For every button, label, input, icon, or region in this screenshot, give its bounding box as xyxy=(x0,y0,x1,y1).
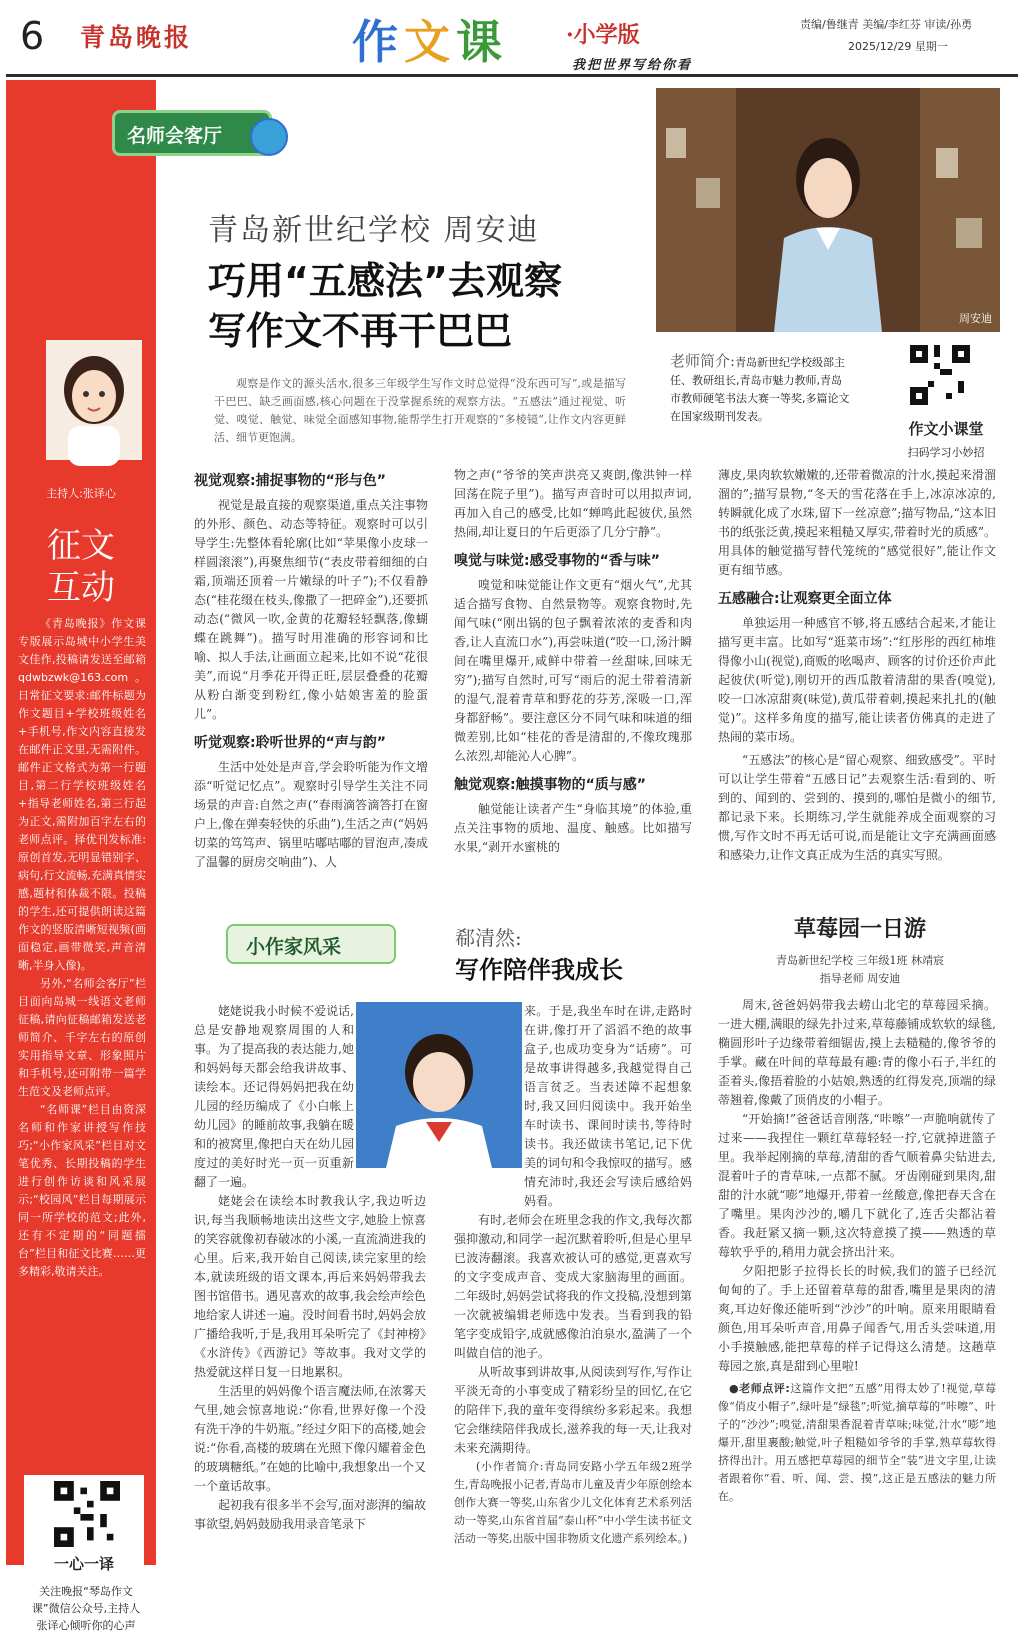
paper-name: 青岛晚报 xyxy=(80,23,193,52)
article1-heading: 视觉观察:捕捉事物的“形与色” xyxy=(194,473,387,489)
article1-paragraph: 触觉能让读者产生“身临其境”的体验,重点关注事物的质地、温度、触感。比如描写水果,“剥开水蜜桃的 xyxy=(454,802,692,854)
article2-author-bio: (小作者简介:青岛同安路小学五年级2班学生,青岛晚报小记者,青岛市儿童及青少年原创绘本创作大赛一等奖,山东省少儿文化体育艺术系列活动一等奖,山东省首届“泰山杯”中小学生读书征文活动一等奖,出版中国非物质文化遗产系列绘本。) xyxy=(454,1460,692,1545)
article1-paragraph: 薄皮,果肉软软嫩嫩的,还带着微凉的汁水,摸起来滑溜溜的”;描写景物,“冬天的雪花落在手上,冰凉冰凉的,转瞬就化成了水珠,留下一丝凉意”;描写物品,“这本旧书的纸张泛黄,摸起来粗糙又厚实,带着时光的质感”。用具体的触觉描写替代笼统的“感觉很好”,能让作文更有细节感。 xyxy=(718,468,996,577)
sidebar-qr-box xyxy=(24,1475,144,1645)
article2-paragraph: 起初我有很多半不会写,面对澎湃的编故事欲望,妈妈鼓励我用录音笔录下 xyxy=(194,1498,426,1531)
header-rule xyxy=(6,74,1018,77)
article3-title: 草莓园一日游 xyxy=(793,917,926,942)
issue-date: 2025/12/29 星期一 xyxy=(848,40,948,53)
qr-note: 扫码学习小妙招 xyxy=(907,446,985,459)
article1-paragraph: 单独运用一种感官不够,将五感结合起来,才能让描写更丰富。比如写“逛菜市场”:“红彤彤的西红柿堆得像小山(视觉),商贩的吆喝声、顾客的讨价还价声此起彼伏(听觉),刚切开的西瓜散着清甜的果香(嗅觉),咬一口冰凉甜爽(味觉),黄瓜带着刺,摸起来扎扎的(触觉)”。这样多角度的描写,能让读者仿佛真的走进了热闹的菜市场。 xyxy=(718,616,996,744)
sidebar-paragraph: 另外,“名师会客厅”栏目面向岛城一线语文老师征稿,请向征稿邮箱发送老师简介、千字左右的原创实用指导文章、形象照片和手机号,还可附带一篇学生范文及老师点评。 xyxy=(18,977,146,1098)
sidebar-paragraph: 《青岛晚报》作文课专版展示岛城中小学生美文佳作,投稿请发送至邮箱qdwbzwk@163.com。日常征文要求:邮件标题为作文题目+学校班级姓名+手机号,作文内容直接发在邮件正文里,无需附件。邮件正文格式为第一行题目,第二行学校班级姓名+指导老师姓名,第三行起为正文,需附加百字左右的老师点评。择优刊发标准:原创首发,无明显错别字、病句,行文流畅,充满真情实感,题材和体裁不限。投稿的学生,还可提供朗读这篇作文的竖版清晰短视频(画面稳定,画带微笑,声音清晰,半身入像)。 xyxy=(18,617,146,972)
teacher-comment-text: 这篇作文把“五感”用得太妙了!视觉,草莓像“俏皮小帽子”,绿叶是“绿毯”;听觉,摘草莓的“咔嚓”、叶子的“沙沙”;嗅觉,清甜果香混着青草味;味觉,汁水“嘭”地爆开,甜里裹酸;触觉,叶子粗糙如爷爷的手掌,熟草莓软得挤得出汁。用五感把草莓园的细节全“装”进文字里,让读者跟着你“看、听、闻、尝、摸”,这正是五感法的魅力所在。 xyxy=(718,1382,996,1503)
globe-icon xyxy=(250,118,288,156)
article1-school: 青岛新世纪学校 周安迪 xyxy=(208,213,540,248)
host-portrait xyxy=(46,340,142,460)
article1-heading: 嗅觉与味觉:感受事物的“香与味” xyxy=(454,553,661,569)
teacher-comment xyxy=(718,1380,996,1506)
sidebar-paragraph: “名师课”栏目由资深名师和作家讲授写作技巧;“小作家风采”栏目对文笔优秀、长期投稿的学生进行创作访谈和风采展示;“校园风”栏目每期展示同一所学校的范文;此外,还有不定期的“同题擂台”栏目和征文比赛……更多精彩,敬请关注。 xyxy=(18,1103,146,1278)
article1-paragraph: 视觉是最直接的观察渠道,重点关注事物的外形、颜色、动态等特征。观察时可以引导学生:先整体看轮廓(比如“苹果像小皮球一样圆滚滚”),再聚焦细节(“表皮带着细细的白霜,顶端还顶着一片嫩绿的叶子”);不仅看静态(“桂花缀在枝头,像撒了一把碎金”),还要抓动态(“微风一吹,金黄的花瓣轻轻飘落,像蝴蝶在跳舞”)。描写时用准确的形容词和比喻、拟人手法,让画面立起来,比如不说“花很美”,而说“月季花开得正旺,层层叠叠的花瓣从粉白渐变到粉红,像小姑娘害羞的脸蛋儿”。 xyxy=(194,498,428,721)
article2-paragraph: 姥姥说我小时候不爱说话,总是安静地观察周围的人和事。为了提高我的表达能力,她和妈妈每天都会给我讲故事、读绘本。还记得妈妈把我在幼儿园的经历编成了《小白帐上幼儿园》的睡前故事,我躺在暖和的被窝里,像把白天在幼儿园度过的美好时光一页一页重新翻了一遍。 xyxy=(194,1004,354,1189)
article1-title: 巧用“五感法”去观察 xyxy=(208,259,562,303)
article1-paragraph: 生活中处处是声音,学会聆听能为作文增添“听觉记忆点”。观察时引导学生关注不同场景的声音:自然之声(“春雨滴答滴答打在窗户上,像在弹奏轻快的乐曲”),生活之声(“妈妈切菜的笃笃声、锅里咕嘟咕嘟的冒泡声,凑成了温馨的厨房交响曲”)、人 xyxy=(194,760,428,869)
article3-teacher: 指导老师 周安迪 xyxy=(819,972,901,985)
page-number: 6 xyxy=(20,14,45,58)
section-banner-label: 名师会客厅 xyxy=(127,125,223,147)
sidebar-title-line1: 征文 xyxy=(47,526,115,566)
sidebar-title xyxy=(6,525,156,609)
article2-paragraph: 生活里的妈妈像个语言魔法师,在浓雾天气里,她会惊喜地说:“你看,世界好像一个没有洗干净的牛奶瓶。”经过夕阳下的高楼,她会说:“你看,高楼的玻璃在光照下像闪耀着金色的玻璃糖纸。”在她的比喻中,我想象出一个又一个童话故事。 xyxy=(194,1384,426,1493)
article3-paragraph: 夕阳把影子拉得长长的时候,我们的篮子已经沉甸甸的了。手上还留着草莓的甜香,嘴里是果肉的清爽,耳边好像还能听到“沙沙”的叶响。原来用眼睛看颜色,用耳朵听声音,用鼻子闻香气,用舌头尝味道,用小手摸触感,能把草莓的样子记得这么清楚。这趟草莓园之旅,真是甜到心里啦! xyxy=(718,1264,996,1373)
teacher-intro-text: 青岛新世纪学校级部主任、教研组长,青岛市魅力教师,青岛市教师硬笔书法大赛一等奖,多篇论文在国家级期刊发表。 xyxy=(670,356,850,423)
article1-subtitle: 写作文不再干巴巴 xyxy=(208,309,513,353)
edition-label: ·小学版 xyxy=(566,22,640,48)
section-banner-label: 小作家风采 xyxy=(246,936,342,958)
article1-heading: 触觉观察:触摸事物的“质与感” xyxy=(454,777,647,793)
sidebar-title-line2: 互动 xyxy=(47,568,115,608)
article1-paragraph: 嗅觉和味觉能让作文更有“烟火气”,尤其适合描写食物、自然景物等。观察食物时,先闻气味(“刚出锅的包子飘着浓浓的麦香和肉香,让人直流口水”),再尝味道(“咬一口,汤汁瞬间在嘴里爆开,咸鲜中带着一丝甜味,回味无穷”);描写自然时,可写“雨后的泥土带着清新的湿气,混着青草和野花的芬芳,深吸一口,浑身都舒畅”。要注意区分不同气味和味道的细微差别,比如“桂花的香是清甜的,不像玫瑰那么浓烈,却能沁人心脾”。 xyxy=(454,578,692,763)
sidebar-qr-note: 关注晚报“琴岛作文课”微信公众号,主持人张译心倾听你的心声 xyxy=(31,1585,141,1632)
article1-heading: 听觉观察:聆听世界的“声与韵” xyxy=(194,735,387,751)
column-char-3: 课 xyxy=(456,15,508,69)
article1-abstract: 观察是作文的源头活水,很多三年级学生写作文时总觉得“没东西可写”,或是描写干巴巴、缺乏画面感,核心问题在于没掌握系统的观察方法。“五感法”通过视觉、听觉、嗅觉、触觉、味觉全面感知事物,能帮学生打开观察的“多棱镜”,让作文内容更鲜活、细节更饱满。 xyxy=(214,377,626,444)
article2-title: 写作陪伴我成长 xyxy=(455,956,623,984)
sidebar-qr-label: 一心一译 xyxy=(53,1555,114,1573)
photo-credit: 周安迪 xyxy=(959,312,992,325)
article2-paragraph: 从听故事到讲故事,从阅读到写作,写作让平淡无奇的小事变成了精彩纷呈的回忆,在它的陪伴下,我的童年变得缤纷多彩起来。我想它会继续陪伴我成长,滋养我的每一天,让我对未来充满期待。 xyxy=(454,1365,692,1455)
section-banner-teacher xyxy=(112,110,272,156)
article2-author: 郗清然: xyxy=(455,926,522,950)
article2-paragraph: 来。于是,我坐车时在讲,走路时在讲,像打开了滔滔不绝的故事盒子,也成功变身为“话痨”。可是故事讲得越多,我越觉得自己语言贫乏。当表述障不起想象时,我又回归阅读中。我开始坐车时读书、课间时读书,等待时读书。我还做读书笔记,记下优美的词句和令我惊叹的描写。感情充沛时,我还会写读后感给妈妈看。 xyxy=(524,1004,693,1208)
host-label: 主持人:张译心 xyxy=(46,487,116,500)
masthead xyxy=(0,0,1024,80)
qr-code-icon[interactable] xyxy=(910,345,970,405)
column-char-1: 作 xyxy=(352,15,404,69)
article3-author: 青岛新世纪学校 三年级1班 林靖宸 xyxy=(776,954,944,967)
column-char-2: 文 xyxy=(404,15,456,69)
article3-paragraph: 周末,爸爸妈妈带我去崂山北宅的草莓园采摘。一进大棚,满眼的绿先扑过来,草莓藤铺成软软的绿毯,椭圆形叶子边缘带着细锯齿,摸上去糙糙的,像爷爷的手掌。藏在叶间的草莓最有趣:青的像小石子,半红的歪着头,像捂着脸的小姑娘,熟透的红得发亮,顶端的绿蒂翘着,像戴了顶俏皮的小帽子。 xyxy=(718,998,996,1107)
teacher-intro xyxy=(670,352,852,426)
slogan: 我把世界写给你看 xyxy=(572,58,693,73)
article2-column-1 xyxy=(194,1002,426,1534)
article1-column-2 xyxy=(454,466,692,857)
article1-column-1 xyxy=(194,470,428,872)
qr-label: 作文小课堂 xyxy=(908,420,984,438)
article3-byline xyxy=(720,952,1000,988)
article2-column-2 xyxy=(454,1002,692,1548)
editor-credits: 责编/鲁继青 美编/李红芬 审读/孙勇 xyxy=(800,18,973,31)
sidebar xyxy=(6,80,156,1632)
sidebar-text xyxy=(18,615,146,1281)
qr-code-icon[interactable] xyxy=(54,1481,120,1547)
teacher-photo xyxy=(656,88,1000,332)
article1-column-3 xyxy=(718,466,996,865)
teacher-intro-head: 老师简介: xyxy=(670,352,736,370)
article1-paragraph: “五感法”的核心是“留心观察、细致感受”。平时可以让学生带着“五感日记”去观察生活:看到的、听到的、闻到的、尝到的、摸到的,哪怕是微小的细节,都记录下来。长期练习,学生就能养成全面观察的习惯,写作文时不再无话可说,而是能让文字充满画面感和感染力,让作文真正成为生活的真实写照。 xyxy=(718,753,996,862)
article2-paragraph: 有时,老师会在班里念我的作文,我每次都强抑激动,和同学一起沉默着聆听,但是心里早已波涛翻滚。我喜欢被认可的感觉,更喜欢写的文字变成声音、变成大家脑海里的画面。二年级时,妈妈尝试将我的作文投稿,没想到第一次就被编辑老师选中发表。当看到我的铅笔字变成铅字,成就感像泊泊泉水,盈满了一个叫做自信的池子。 xyxy=(454,1213,692,1360)
article3-body xyxy=(718,996,996,1506)
column-name xyxy=(352,6,508,72)
article1-heading: 五感融合:让观察更全面立体 xyxy=(718,591,892,607)
section-banner-student xyxy=(206,918,406,970)
article1-paragraph: 物之声(“爷爷的笑声洪亮又爽朗,像洪钟一样回荡在院子里”)。描写声音时可以用拟声词,再加入自己的感受,比如“蝉鸣此起彼伏,虽然热闹,却让夏日的午后更添了几分宁静”。 xyxy=(454,468,692,539)
article3-paragraph: “开始摘!”爸爸话音刚落,“咔嚓”一声脆响就传了过来——我捏住一颗红草莓轻轻一拧,它就掉进篮子里。我举起刚摘的草莓,清甜的香气顺着鼻尖钻进去,混着叶子的青草味,一点都不腻。牙齿刚碰到果肉,甜甜的汁水就“嘭”地爆开,带着一丝酸意,像把春天含在了嘴里。果肉沙沙的,嚼几下就化了,连舌尖都沾着香。我赶紧又摘一颗,这次特意摸了摸——熟透的草莓软乎乎的,稍用力就会挤出汁来。 xyxy=(718,1112,996,1259)
teacher-comment-head: ●老师点评: xyxy=(729,1382,790,1395)
article2-paragraph: 姥姥会在读绘本时教我认字,我边听边识,每当我顺畅地读出这些文字,她脸上惊喜的笑容就像初春破冰的小溪,一直流淌进我的心里。后来,我开始自己阅读,读完家里的绘本,就读班级的语文课本,再后来妈妈带我去图书馆借书。遇见喜欢的故事,我会绘声绘色地给家人讲述一遍。没时间看书时,妈妈会放广播给我听,于是,我用耳朵听完了《封神榜》《水浒传》《西游记》等故事。我对文学的热爱就这样日复一日地累积。 xyxy=(194,1194,426,1379)
